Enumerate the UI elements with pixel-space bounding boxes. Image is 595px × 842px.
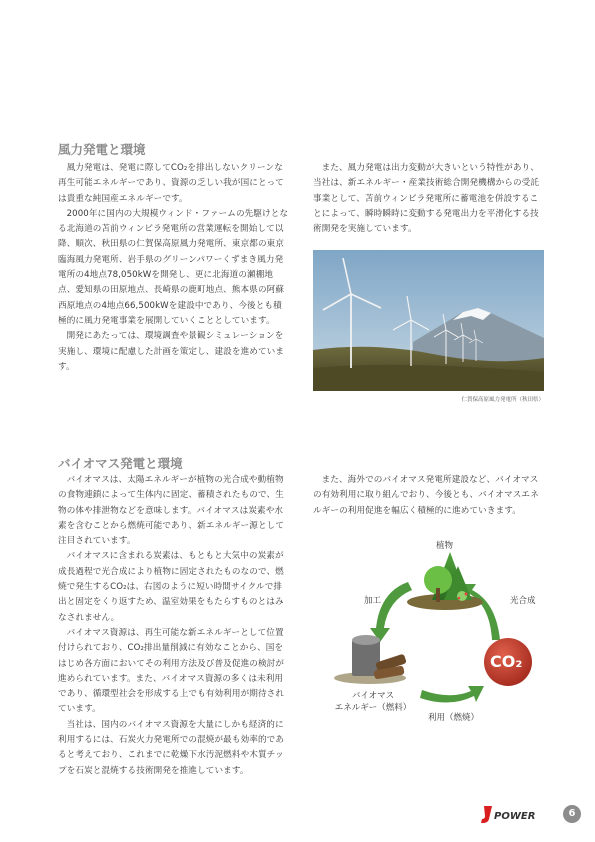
plant-label: 植物 — [436, 541, 454, 551]
biomass-energy-label — [328, 689, 418, 713]
biomass-paragraph-1: バイオマスは、太陽エネルギーが植物の光合成や動植物の食物連鎖によって生体内に固定、蓄積されたもので、生物の体や排泄物などを意味します。バイオマスは炭素や水素を含むことから燃焼可能であり、新エネルギー源として注目されています。 — [58, 475, 285, 547]
biomass-label-line2: エネルギー（燃料） — [334, 703, 412, 713]
processing-arrow — [370, 582, 412, 642]
page-number: 6 — [563, 805, 581, 823]
plant-icon — [407, 552, 483, 610]
wind-paragraph-2: 2000年に国内の大規模ウィンド・ファームの先駆けとなる北海道の苫前ウィンビラ発電所の営業運転を開始して以降、順次、秋田県の仁賀保高原風力発電所、東京都の東京臨海風力発電所、岩手県のグリーンパワーくずまき風力発電所の4地点78,050kWを開発し、更に北海道の瀬棚地点、愛知県の田原地点、長崎県の鹿町地点、熊本県の阿蘇西原地点の4地点66,500kWを建設中であり、今後とも積極的に風力発電事業を展開していくこととしています。 — [58, 208, 289, 326]
biomass-fuel-icon — [334, 635, 407, 684]
wind-farm-photo — [313, 250, 544, 391]
usage-arrow — [420, 686, 484, 703]
wind-photo-caption: 仁賀保高原風力発電所（秋田県） — [461, 397, 544, 403]
carbon-cycle-diagram — [300, 530, 560, 730]
usage-label: 利用（燃焼） — [428, 713, 480, 723]
biomass-right-paragraph: また、海外でのバイオマス発電所建設など、バイオマスの有効利用に取り組んでおり、今後とも、バイオマスエネルギーの利用促進を幅広く積極的に進めていきます。 — [313, 475, 539, 516]
biomass-paragraph-2: バイオマスに含まれる炭素は、もともと大気中の炭素が成長過程で光合成により植物に固定されたものなので、燃焼で発生するCO₂は、右図のように短い時間サイクルで排出と固定をくり返すため、温室効果をもたらすものとはみなされません。 — [58, 551, 284, 623]
biomass-label-line1: バイオマス — [351, 691, 395, 701]
biomass-paragraph-3: バイオマス資源は、再生可能な新エネルギーとして位置付けられており、CO₂排出量削減に有効なことから、国をはじめ各方面においてその利用方法及び普及促進の検討が進められています。また、バイオマス資源の多くは未利用であり、循環型社会を形成する上でも有効利用が期待されています。 — [58, 627, 285, 715]
photosynthesis-label: 光合成 — [510, 596, 536, 606]
wind-right-column — [313, 161, 545, 237]
biomass-paragraph-4: 当社は、国内のバイオマス資源を大量にしかも経済的に利用するには、石炭火力発電所での混焼が最も効率的であると考えており、これまでに乾燥下水汚泥燃料や木質チップを石炭と混焼する技術開発を推進しています。 — [58, 719, 285, 776]
biomass-right-column — [313, 473, 545, 519]
wind-paragraph-1: 風力発電は、発電に際してCO₂を排出しないクリーンな再生可能エネルギーであり、資源の乏しい我が国にとっては貴重な純国産エネルギーです。 — [58, 163, 284, 204]
biomass-section-title: バイオマス発電と環境 — [58, 456, 183, 471]
biomass-left-column — [58, 473, 290, 779]
wind-paragraph-3: 開発にあたっては、環境調査や景観シミュレーションを実施し、環境に配慮した計画を策定し、建設を進めています。 — [58, 331, 285, 372]
wind-left-column — [58, 161, 290, 375]
logo-text: POWER — [494, 811, 536, 822]
co2-label: CO₂ — [490, 652, 523, 671]
wind-right-paragraph: また、風力発電は出力変動が大きいという特性があり、当社は、新エネルギー・産業技術総合開発機構からの受託事業として、苫前ウィンビラ発電所に蓄電池を併設することによって、瞬時瞬時に変動する発電出力を平滑化する技術開発を実施しています。 — [313, 163, 540, 235]
wind-section-title: 風力発電と環境 — [58, 142, 146, 157]
jpower-logo — [480, 803, 542, 825]
processing-label: 加工 — [364, 596, 382, 606]
